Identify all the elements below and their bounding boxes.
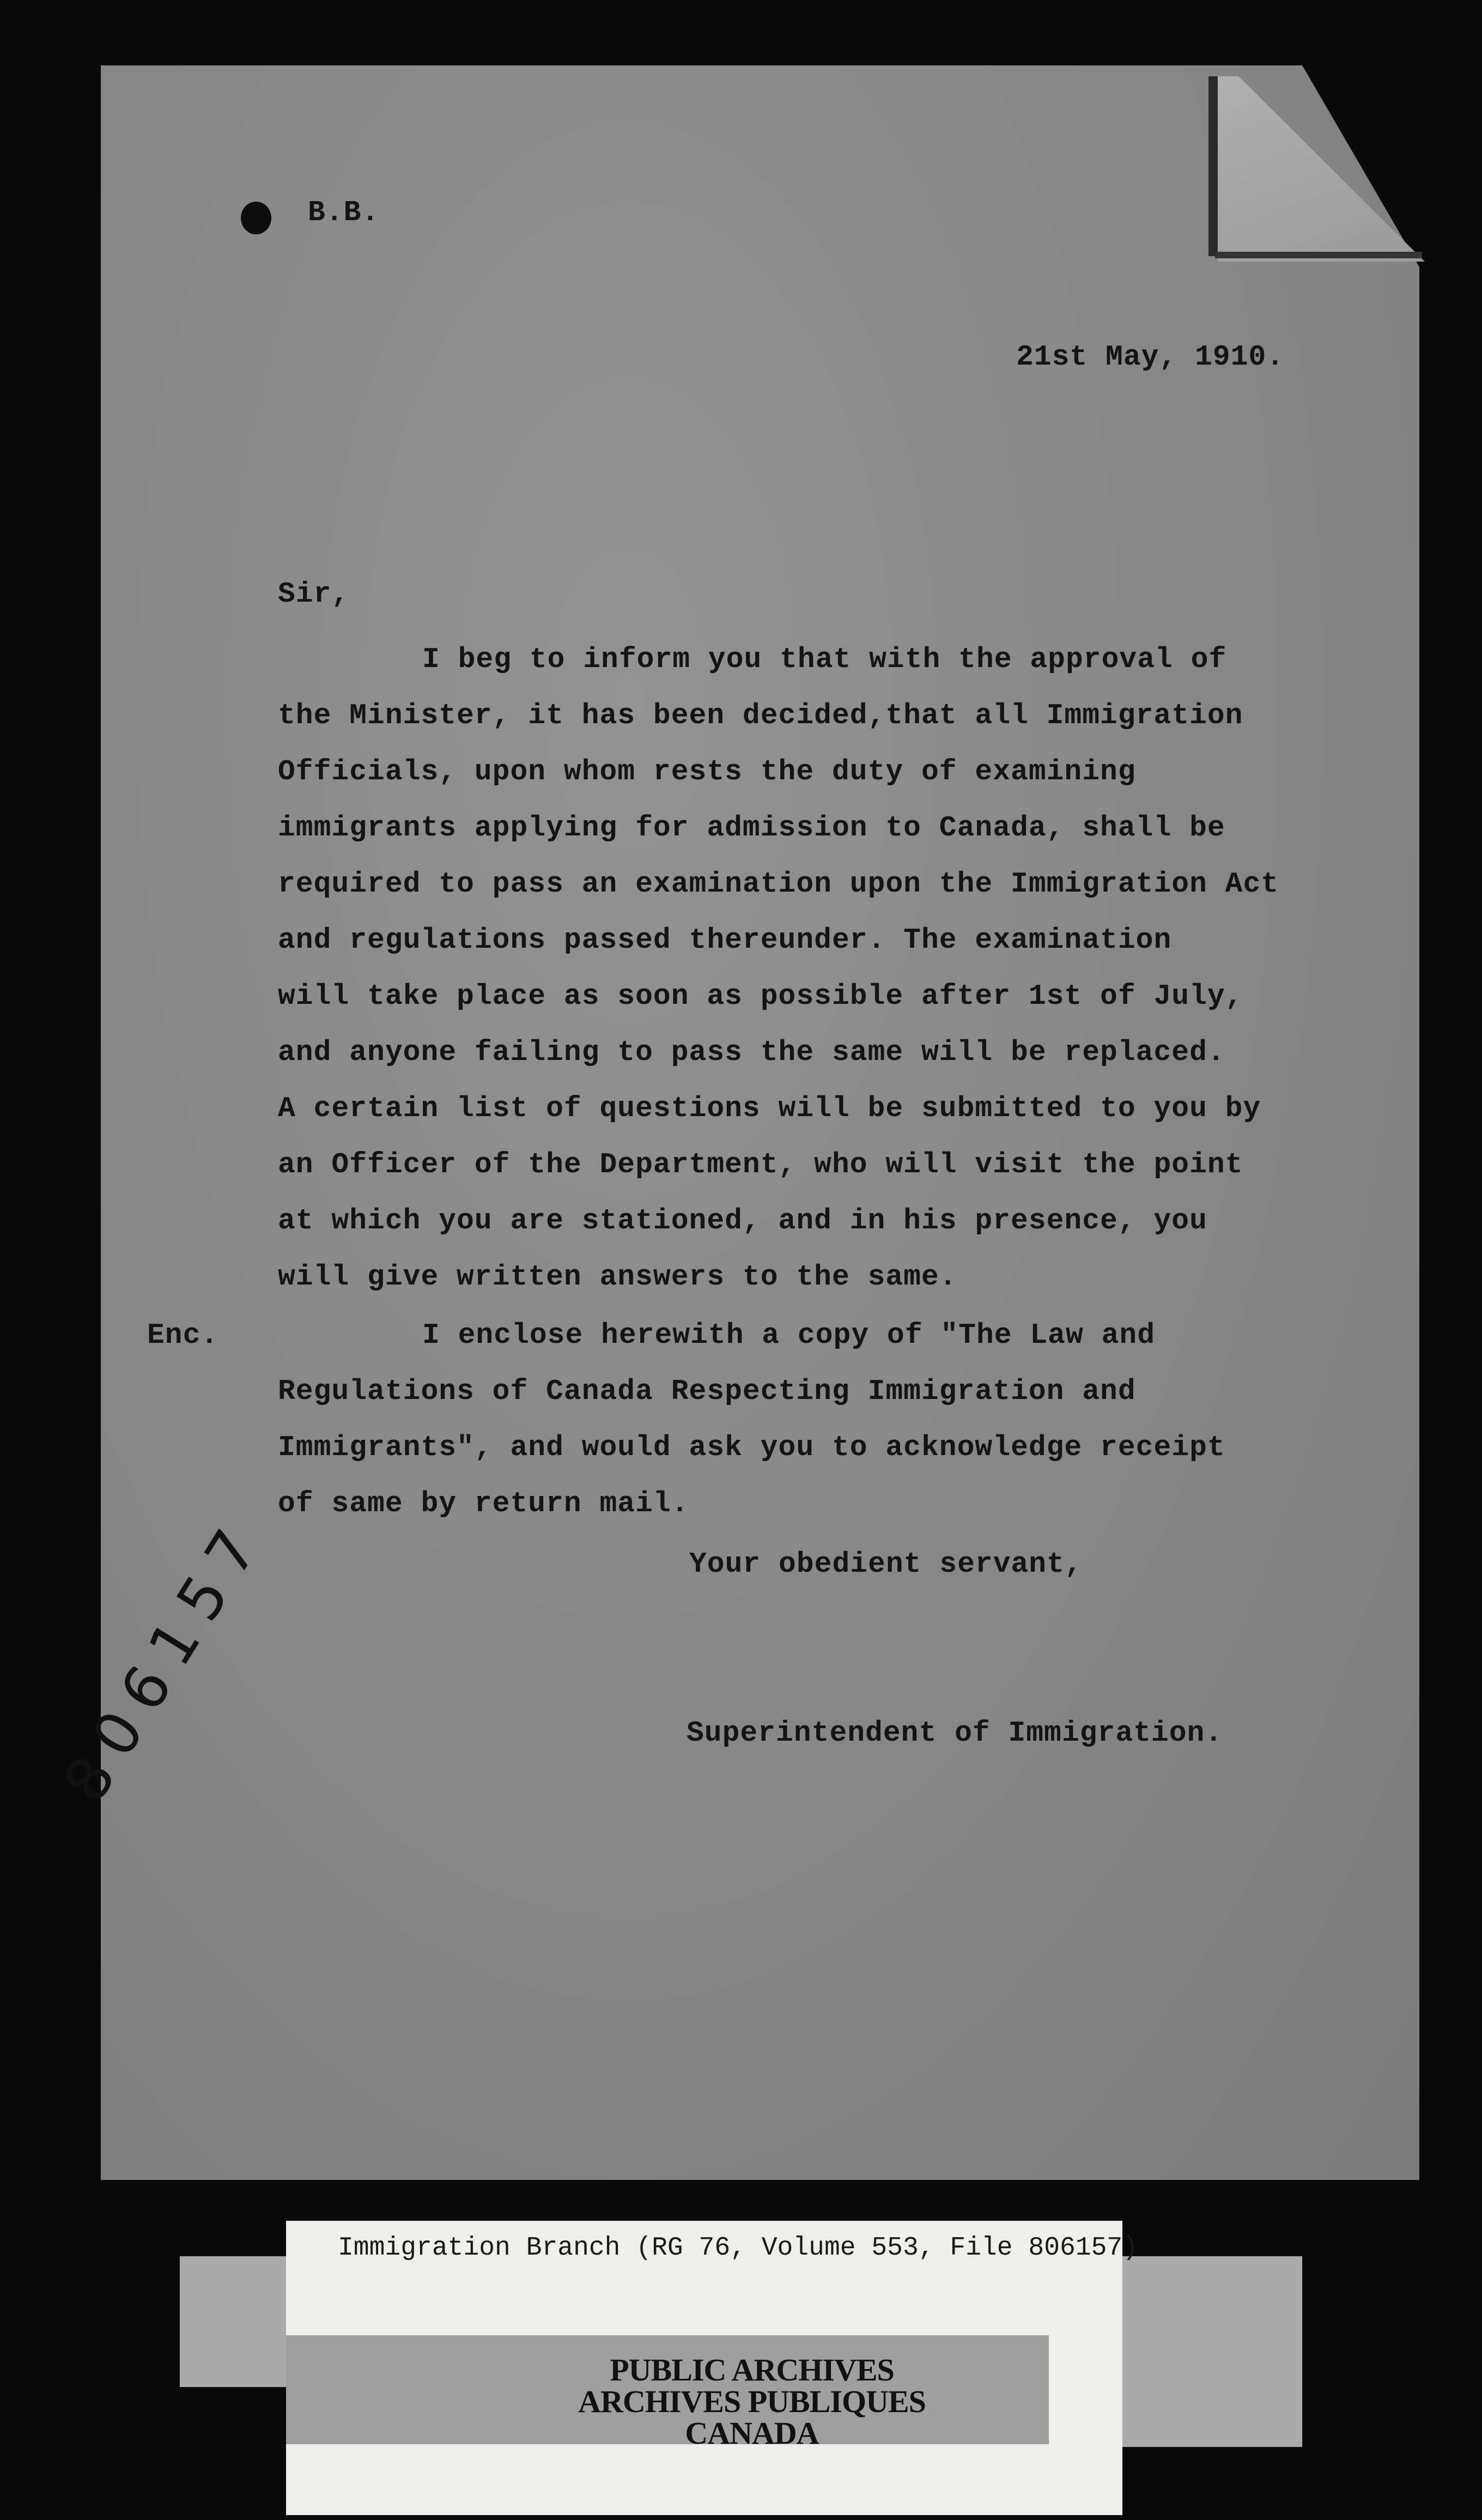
- body-line: immigrants applying for admission to Canada, shall be: [278, 811, 1225, 844]
- closing: Your obedient servant,: [689, 1548, 1083, 1580]
- salutation: Sir,: [278, 578, 350, 610]
- body-line: will take place as soon as possible after 1st of July,: [278, 980, 1243, 1013]
- body-line: will give written answers to the same.: [278, 1261, 957, 1293]
- body-line: Immigrants", and would ask you to acknowledge receipt: [278, 1431, 1225, 1464]
- body-line: Regulations of Canada Respecting Immigration and: [278, 1375, 1136, 1408]
- signature-title: Superintendent of Immigration.: [687, 1717, 1223, 1749]
- film-border-right: [1122, 2450, 1482, 2520]
- body-line: Officials, upon whom rests the duty of examining: [278, 755, 1136, 788]
- body-line: at which you are stationed, and in his presence, you: [278, 1204, 1207, 1237]
- body-line: the Minister, it has been decided,that all Immigration: [278, 699, 1243, 732]
- body-line: I enclose herewith a copy of "The Law and: [422, 1319, 1156, 1352]
- stamp-line: PUBLIC ARCHIVES: [610, 2352, 894, 2388]
- body-line: I beg to inform you that with the approval of: [422, 643, 1227, 676]
- body-line: of same by return mail.: [278, 1487, 689, 1520]
- header-code: B.B.: [308, 196, 380, 229]
- body-line: and anyone failing to pass the same will be replaced.: [278, 1036, 1225, 1069]
- stamp-line: CANADA: [685, 2415, 819, 2451]
- body-line: and regulations passed thereunder. The examination: [278, 924, 1172, 956]
- body-line: required to pass an examination upon the Immigration Act: [278, 868, 1279, 900]
- body-line: A certain list of questions will be submitted to you by: [278, 1092, 1261, 1125]
- stamp-line: ARCHIVES PUBLIQUES: [578, 2384, 926, 2419]
- letter-date: 21st May, 1910.: [1016, 341, 1285, 373]
- handwritten-file-number: 806157: [50, 1505, 279, 1814]
- film-border-left: [0, 2387, 286, 2520]
- body-line: an Officer of the Department, who will visit the point: [278, 1148, 1243, 1181]
- archive-reference: Immigration Branch (RG 76, Volume 553, File 806157): [338, 2233, 1139, 2263]
- enclosure-note: Enc.: [147, 1319, 219, 1352]
- archive-stamp: [545, 2354, 959, 2449]
- punch-hole: [241, 202, 271, 234]
- folded-corner-edge: [1215, 252, 1422, 258]
